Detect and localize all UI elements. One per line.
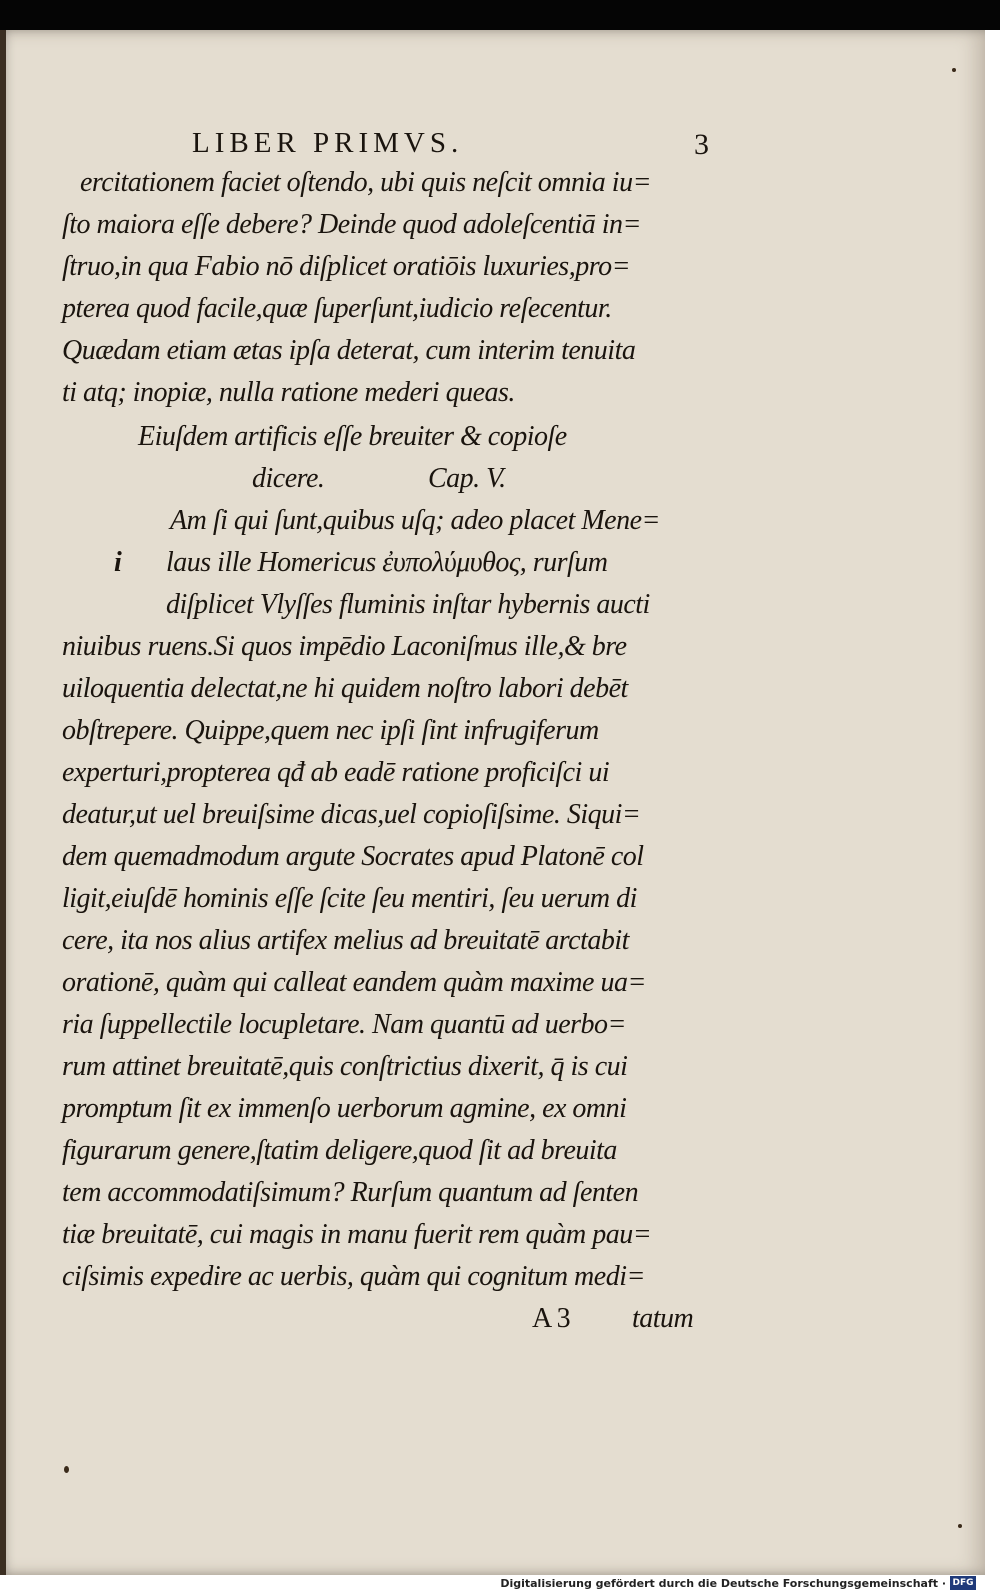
text-line-1: ercitationem faciet oſtendo, ubi quis neſcit omnia iu= — [80, 167, 651, 198]
body-line-5: uiloquentia delectat,ne hi quidem noſtro labori debēt — [62, 673, 628, 704]
body-line-15: promptum ſit ex immenſo uerborum agmine, ex omni — [62, 1093, 627, 1124]
chapter-title-line-1: Eiuſdem artificis eſſe breuiter & copioſe — [138, 421, 567, 452]
footer-credit: Digitalisierung gefördert durch die Deutsche Forschungsgemeinschaft · — [500, 1577, 946, 1590]
page-text — [62, 100, 742, 1360]
body-line-17: tem accommodatiſsimum? Rurſum quantum ad ſenten — [62, 1177, 639, 1208]
body-line-13: ria ſuppellectile locupletare. Nam quantū ad uerbo= — [62, 1009, 626, 1040]
catchword: tatum — [632, 1303, 694, 1334]
body-line-16: figurarum genere,ſtatim deligere,quod ſit ad breuita — [62, 1135, 617, 1166]
text-line-6: ti atq; inopiæ, nulla ratione mederi queas. — [62, 377, 515, 408]
ink-speck — [952, 68, 956, 72]
chapter-number: Cap. V. — [428, 463, 506, 494]
folio-number: 3 — [694, 128, 709, 161]
body-line-2: laus ille Homericus ἐυπολύμυθος, rurſum — [166, 547, 608, 578]
text-line-4: pterea quod facile,quæ ſuperſunt,iudicio reſecentur. — [62, 293, 612, 324]
body-line-14: rum attinet breuitatē,quis conſtrictius dixerit, q̄ is cui — [62, 1051, 628, 1082]
body-line-19: ciſsimis expedire ac uerbis, quàm qui cognitum medi= — [62, 1261, 645, 1292]
body-line-11: cere, ita nos alius artifex melius ad breuitatē arctabit — [62, 925, 629, 956]
body-line-7: experturi,propterea qđ ab eadē ratione proficiſci ui — [62, 757, 610, 788]
text-line-5: Quædam etiam ætas ipſa deterat, cum interim tenuita — [62, 335, 636, 366]
page-gutter-shadow — [0, 30, 6, 1575]
ink-speck — [64, 1466, 69, 1473]
text-line-3: ſtruo,in qua Fabio nō diſplicet oratiōis luxuries,pro= — [62, 251, 630, 282]
signature-mark: A 3 — [532, 1303, 571, 1334]
marginal-note: i — [114, 547, 122, 578]
running-head: LIBER PRIMVS. — [192, 127, 464, 159]
body-line-1: Am ſi qui ſunt,quibus uſq; adeo placet Mene= — [170, 505, 660, 536]
text-line-2: ſto maiora eſſe debere? Deinde quod adoleſcentiā in= — [62, 209, 641, 240]
body-line-10: ligit,eiuſdē hominis eſſe ſcite ſeu mentiri, ſeu uerum di — [62, 883, 637, 914]
body-line-9: dem quemadmodum argute Socrates apud Platonē col — [62, 841, 644, 872]
ink-speck — [958, 1524, 962, 1528]
chapter-title-line-2: dicere. — [252, 463, 325, 494]
body-line-8: deatur,ut uel breuiſsime dicas,uel copioſiſsime. Siqui= — [62, 799, 641, 830]
right-margin — [985, 30, 1000, 1575]
dfg-logo: DFG — [950, 1576, 976, 1590]
body-line-3: diſplicet Vlyſſes fluminis inſtar hybernis aucti — [166, 589, 650, 620]
body-line-6: obſtrepere. Quippe,quem nec ipſi ſint infrugiferum — [62, 715, 599, 746]
body-line-4: niuibus ruens.Si quos impēdio Laconiſmus ille,& bre — [62, 631, 627, 662]
body-line-18: tiæ breuitatē, cui magis in manu fuerit rem quàm pau= — [62, 1219, 652, 1250]
body-line-12: orationē, quàm qui calleat eandem quàm maxime ua= — [62, 967, 646, 998]
footer-bar — [0, 1575, 1000, 1594]
